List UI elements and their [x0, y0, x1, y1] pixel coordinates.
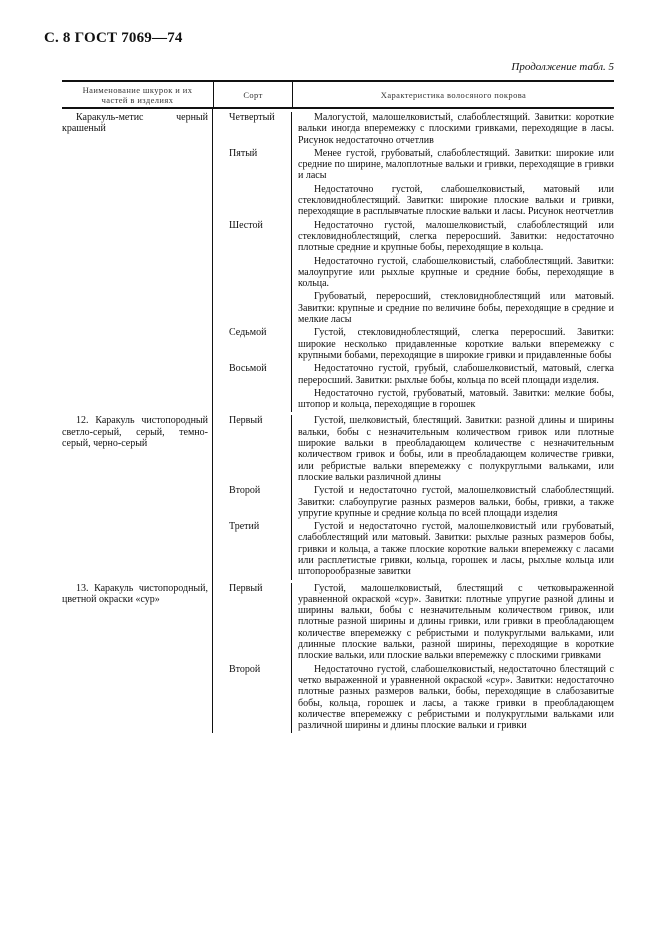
- characteristic-cell: [292, 148, 614, 220]
- grade-cell: Шестой: [213, 220, 292, 328]
- characteristic-cell: [292, 664, 614, 734]
- table-row: [213, 485, 614, 521]
- characteristic-text: Густой, малошелковистый, блестящий с четковыраженной уравненной окраской «сур». Завитки: плотные упругие разной длины и ширины вальки, бобы с незначительным количеством гривок, или плотные разной ширины и длины гривки, или гривки в преобладающем количестве вперемежку с ребристыми и полукруглыми вальками, или длинные плоские вальки, разной ширины, переходящие в короткие плоские вальки, или плоские вальки вперемежку с плоскими гривками: [298, 582, 614, 662]
- characteristic-text: Малогустой, малошелковистый, слабоблестящий. Завитки: короткие вальки иногда вперемежку с плоскими гривками, переходящие в ласы. Рисунок недостаточно отчетлив: [298, 112, 614, 146]
- characteristic-cell: [292, 485, 614, 521]
- item-name: 13. Каракуль чистопородный, цветной окраски «сур»: [62, 582, 208, 605]
- characteristic-text: Недостаточно густой, грубоватый, матовый. Завитки: мелкие бобы, штопор и кольца, переходящие в горошек: [298, 387, 614, 411]
- item-name-cell: [62, 580, 212, 734]
- characteristic-cell: [292, 112, 614, 148]
- table-group: [62, 412, 614, 579]
- grade-cell: Третий: [213, 521, 292, 579]
- table-row: [213, 415, 614, 485]
- table-continuation-label: Продолжение табл. 5: [511, 61, 614, 73]
- header-characteristic: Характеристика волосяного покрова: [292, 82, 614, 107]
- table-row: [213, 327, 614, 363]
- characteristic-cell: [292, 363, 614, 412]
- table-row: [213, 664, 614, 734]
- table-header-row: [62, 82, 614, 109]
- grade-cell: Восьмой: [213, 363, 292, 412]
- page-header: С. 8 ГОСТ 7069—74: [44, 30, 183, 46]
- grade-cell: Первый: [213, 415, 292, 485]
- item-name-cell: [62, 412, 212, 579]
- characteristic-cell: [292, 521, 614, 579]
- grade-cell: Второй: [213, 485, 292, 521]
- item-name: 12. Каракуль чистопородный светло-серый, серый, темно-серый, черно-серый: [62, 415, 208, 450]
- table-row: [213, 148, 614, 220]
- grade-cell: Первый: [213, 583, 292, 664]
- characteristic-text: Недостаточно густой, слабошелковистый, недостаточно блестящий с четко выраженной и уравненной окраской «сур». Завитки: недостаточно плотные разных размеров вальки, бобы, переходящие в слабозавитые бобы, кольца, горошек и ласы, а также гривки в преобладающем количестве вперемежку с ребристыми и полукруглыми вальками или различной ширины и длины плоские вальки и гривки: [298, 663, 614, 732]
- header-grade: Сорт: [213, 82, 292, 107]
- characteristic-text: Густой и недостаточно густой, малошелковистый слабоблестящий. Завитки: слабоупругие разных размеров вальки, бобы, гривки, а также упругие крупные и средние кольца по всей площади изделия: [298, 485, 614, 519]
- grade-cell: Четвертый: [213, 112, 292, 148]
- characteristic-text: Недостаточно густой, малошелковистый, слабоблестящий или стекловидноблестящий, слегка переросший. Завитки: недостаточно плотные средние и крупные бобы, переходящие в кольца.: [298, 219, 614, 254]
- item-name: Каракуль-метис черный крашеный: [62, 112, 208, 135]
- characteristic-cell: [292, 327, 614, 363]
- item-name-cell: [62, 109, 212, 412]
- characteristic-text: Недостаточно густой, слабошелковистый, слабоблестящий. Завитки: малоупругие или рыхлые крупные и средние бобы, переходящие в кольца.: [298, 255, 614, 290]
- characteristic-cell: [292, 220, 614, 328]
- table-row: [213, 521, 614, 579]
- characteristic-cell: [292, 583, 614, 664]
- table-row: [213, 112, 614, 148]
- grade-cell: Седьмой: [213, 327, 292, 363]
- table-row: [213, 220, 614, 328]
- header-name: Наименование шкурок и их частей в изделиях: [82, 84, 193, 105]
- grade-cell: Второй: [213, 664, 292, 734]
- table-row: [213, 583, 614, 664]
- table-group: [62, 109, 614, 412]
- characteristic-text: Густой, стекловидноблестящий, слегка переросший. Завитки: широкие несколько придавленные короткие вальки вперемежку с крупными бобами, переходящие в широкие гривки и придавленные бобы: [298, 327, 614, 361]
- grades-column: [212, 580, 614, 734]
- characteristics-table: [62, 80, 614, 733]
- table-body: [62, 109, 614, 733]
- grades-column: [212, 412, 614, 579]
- characteristic-text: Густой и недостаточно густой, малошелковистый или грубоватый, слабоблестящий или матовый. Завитки: рыхлые разных размеров бобы, гривки и кольца, а также плоские короткие вальки вперемежку с ласами или расплетистые гривки, кольца, горошек и ласы, рыхлые кольца или штопорообразные завитки: [298, 521, 614, 578]
- characteristic-cell: [292, 415, 614, 485]
- table-group: [62, 580, 614, 734]
- characteristic-text: Недостаточно густой, грубый, слабошелковистый, матовый, слегка переросший. Завитки: рыхлые бобы, кольца по всей площади изделия.: [298, 363, 614, 386]
- grades-column: [212, 109, 614, 412]
- characteristic-text: Недостаточно густой, слабошелковистый, матовый или стекловиднoблестящий. Завитки: широкие плоские вальки и гривки, переходящие в расплывчатые плоские вальки и ласы. Рисунок неотчетлив: [298, 183, 614, 218]
- characteristic-text: Грубоватый, переросший, стекловидноблестящий или матовый. Завитки: крупные и средние по величине бобы, переходящие в средние и мелкие ласы: [298, 291, 614, 326]
- grade-cell: Пятый: [213, 148, 292, 220]
- table-row: [213, 363, 614, 412]
- characteristic-text: Менее густой, грубоватый, слабоблестящий. Завитки: широкие или средние по ширине, малоплотные вальки и гривки, переходящие в гривки и ласы: [298, 147, 614, 182]
- characteristic-text: Густой, шелковистый, блестящий. Завитки: разной длины и ширины вальки, бобы с незначительным количеством гривок или плотные широкие вальки в преобладающем количестве с незначительным количеством гривок и бобы, или в преобладающем количестве гривки, или ребристые вальки вперемежку с полукруглыми вальками, или плоские вальки различной длины: [298, 415, 614, 483]
